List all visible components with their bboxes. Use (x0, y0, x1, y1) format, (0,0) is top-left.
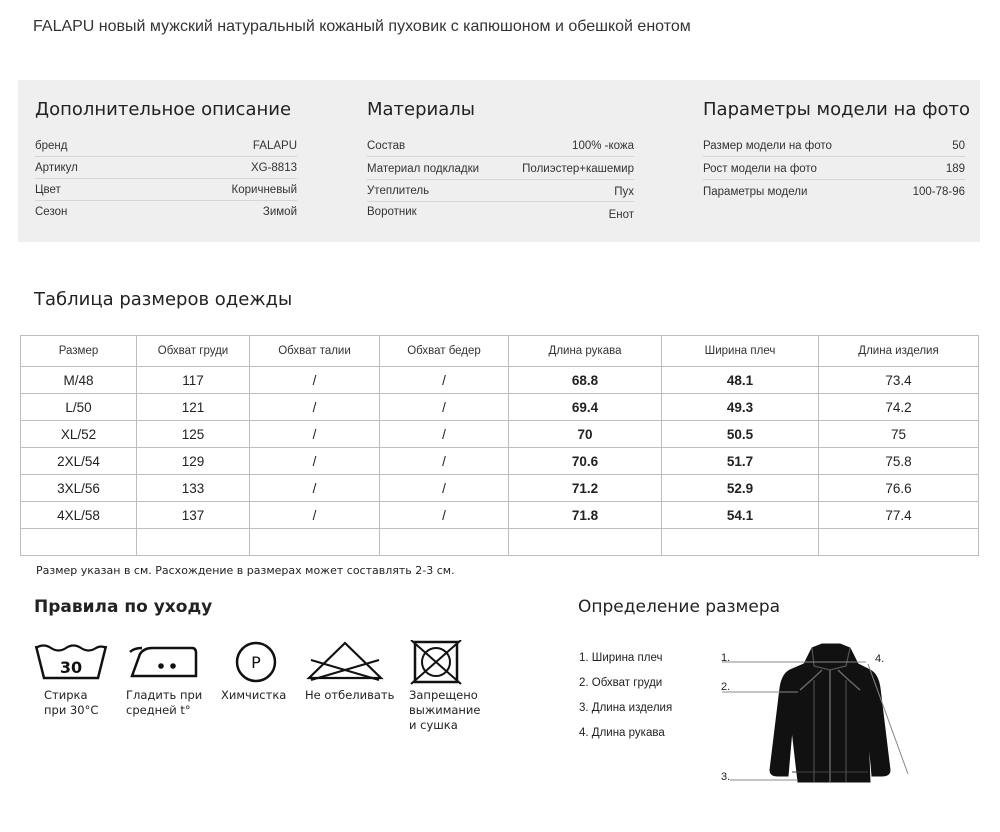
table-cell: / (380, 367, 509, 394)
table-cell: XL/52 (21, 421, 137, 448)
table-cell: 54.1 (662, 502, 819, 529)
table-header-row (21, 336, 979, 367)
care-label-line: Химчистка (221, 688, 287, 702)
row-divider (35, 178, 297, 179)
row-divider (367, 156, 634, 157)
table-cell: / (250, 448, 380, 475)
column-header: Обхват талии (250, 336, 380, 367)
table-cell: 69.4 (509, 394, 662, 421)
table-cell: / (250, 394, 380, 421)
wash-temperature: 30 (59, 658, 83, 677)
care-label-line: выжимание (409, 703, 481, 717)
info-value: 50 (952, 140, 965, 152)
info-row (35, 140, 297, 162)
table-cell: 75 (819, 421, 979, 448)
table-cell: 49.3 (662, 394, 819, 421)
info-row (35, 162, 297, 184)
info-row (367, 163, 634, 185)
care-label-line: Запрещено (409, 688, 478, 702)
table-row (21, 394, 979, 421)
care-label-line: Гладить при (126, 688, 203, 702)
table-cell (509, 529, 662, 556)
size-table (20, 335, 979, 556)
info-key: Рост модели на фото (703, 163, 817, 175)
table-row (21, 367, 979, 394)
description-heading: Дополнительное описание (35, 99, 292, 120)
product-title: FALAPU новый мужский натуральный кожаный пуховик с капюшоном и обешкой енотом (33, 18, 691, 35)
info-row (703, 163, 965, 185)
info-key: Материал подкладки (367, 163, 480, 175)
table-row (21, 529, 979, 556)
jacket-measure-diagram (718, 640, 918, 790)
info-value: 189 (945, 163, 965, 175)
care-label-line: и сушка (409, 718, 458, 732)
table-cell: 129 (137, 448, 250, 475)
info-value: Коричневый (231, 184, 297, 196)
info-row (703, 140, 965, 162)
materials-heading: Материалы (367, 99, 475, 120)
column-header: Длина изделия (819, 336, 979, 367)
care-item-dryclean (221, 640, 291, 702)
info-row (35, 184, 297, 206)
table-cell: 77.4 (819, 502, 979, 529)
row-divider (35, 156, 297, 157)
info-value: FALAPU (252, 140, 297, 152)
info-key: Цвет (35, 184, 61, 196)
table-cell: 117 (137, 367, 250, 394)
table-row (21, 475, 979, 502)
info-key: Утеплитель (367, 185, 430, 197)
care-label-line: при 30°C (44, 703, 99, 717)
iron-medium-icon (126, 640, 204, 684)
care-item-no-tumble (409, 640, 481, 732)
marker-2: 2. (721, 681, 731, 693)
info-value: Пух (614, 186, 634, 198)
table-cell: 70 (509, 421, 662, 448)
table-cell (21, 529, 137, 556)
care-label-line: средней t° (126, 703, 191, 717)
info-value: 100-78-96 (912, 186, 965, 198)
table-cell: 50.5 (662, 421, 819, 448)
table-cell: 2XL/54 (21, 448, 137, 475)
row-divider (35, 200, 297, 201)
table-cell: 73.4 (819, 367, 979, 394)
info-key: Состав (367, 140, 406, 152)
info-row (367, 185, 634, 207)
wash-30-icon (34, 640, 108, 684)
table-cell: 133 (137, 475, 250, 502)
measure-item: 3. Длина изделия (579, 702, 673, 714)
size-note: Размер указан в см. Расхождение в размерах может составлять 2-3 см. (36, 564, 455, 577)
column-header: Обхват груди (137, 336, 250, 367)
table-cell: 4XL/58 (21, 502, 137, 529)
info-value: Полиэстер+кашемир (522, 163, 634, 175)
no-bleach-icon (305, 640, 385, 684)
row-divider (367, 201, 634, 202)
table-cell: / (380, 475, 509, 502)
info-value: XG-8813 (250, 162, 297, 174)
info-key: бренд (35, 140, 68, 152)
measure-item: 4. Длина рукава (579, 727, 665, 739)
table-cell: 48.1 (662, 367, 819, 394)
info-value: 100% -кожа (572, 140, 634, 152)
measure-list (579, 652, 672, 752)
measure-heading: Определение размера (578, 597, 781, 617)
column-header: Длина рукава (509, 336, 662, 367)
table-cell: / (380, 394, 509, 421)
table-cell: 74.2 (819, 394, 979, 421)
dryclean-letter: P (251, 653, 261, 672)
info-row (367, 140, 634, 162)
care-label (305, 688, 394, 703)
row-divider (703, 156, 965, 157)
table-cell: 121 (137, 394, 250, 421)
table-cell: / (250, 502, 380, 529)
info-key: Сезон (35, 206, 68, 218)
measure-item: 2. Обхват груди (579, 677, 663, 689)
table-cell: / (250, 475, 380, 502)
column-header: Обхват бедер (380, 336, 509, 367)
table-cell (380, 529, 509, 556)
measure-item: 1. Ширина плеч (579, 652, 663, 664)
table-cell: / (250, 367, 380, 394)
info-key: Параметры модели (703, 186, 808, 198)
care-label (221, 688, 286, 703)
table-cell: / (380, 448, 509, 475)
care-label (44, 688, 98, 718)
column-header: Размер (21, 336, 137, 367)
table-cell: 71.8 (509, 502, 662, 529)
info-value: Зимой (262, 206, 297, 218)
size-table-heading: Таблица размеров одежды (34, 289, 293, 310)
info-key: Воротник (367, 206, 417, 218)
dry-clean-icon (221, 640, 291, 684)
table-cell: 137 (137, 502, 250, 529)
care-label-line: Стирка (44, 688, 88, 702)
column-header: Ширина плеч (662, 336, 819, 367)
model-heading: Параметры модели на фото (703, 99, 970, 120)
table-cell: 75.8 (819, 448, 979, 475)
no-tumble-dry-icon (409, 640, 469, 686)
table-row (21, 502, 979, 529)
care-item-iron (126, 640, 204, 717)
table-cell (819, 529, 979, 556)
table-cell: 51.7 (662, 448, 819, 475)
care-item-no-bleach (305, 640, 395, 702)
care-label (126, 688, 202, 718)
care-heading: Правила по уходу (34, 597, 213, 617)
marker-4: 4. (875, 653, 885, 665)
table-cell: 3XL/56 (21, 475, 137, 502)
table-cell (250, 529, 380, 556)
marker-3: 3. (721, 771, 731, 783)
info-row (35, 206, 297, 228)
table-cell: / (250, 421, 380, 448)
table-cell: 52.9 (662, 475, 819, 502)
table-cell: 68.8 (509, 367, 662, 394)
table-cell: M/48 (21, 367, 137, 394)
table-cell: 125 (137, 421, 250, 448)
table-cell (662, 529, 819, 556)
info-key: Размер модели на фото (703, 140, 832, 152)
table-cell: L/50 (21, 394, 137, 421)
info-key: Артикул (35, 162, 78, 174)
table-cell: 70.6 (509, 448, 662, 475)
info-panel (18, 80, 980, 242)
table-cell: / (380, 502, 509, 529)
care-label-line: Не отбеливать (305, 688, 395, 702)
table-cell: 71.2 (509, 475, 662, 502)
info-row (703, 186, 965, 208)
care-label (409, 688, 480, 733)
row-divider (367, 179, 634, 180)
row-divider (703, 179, 965, 180)
info-value: Енот (608, 209, 634, 221)
table-cell: / (380, 421, 509, 448)
care-item-wash (34, 640, 108, 717)
info-row (367, 206, 634, 228)
table-cell: 76.6 (819, 475, 979, 502)
table-cell (137, 529, 250, 556)
marker-1: 1. (721, 652, 731, 664)
table-row (21, 448, 979, 475)
table-row (21, 421, 979, 448)
